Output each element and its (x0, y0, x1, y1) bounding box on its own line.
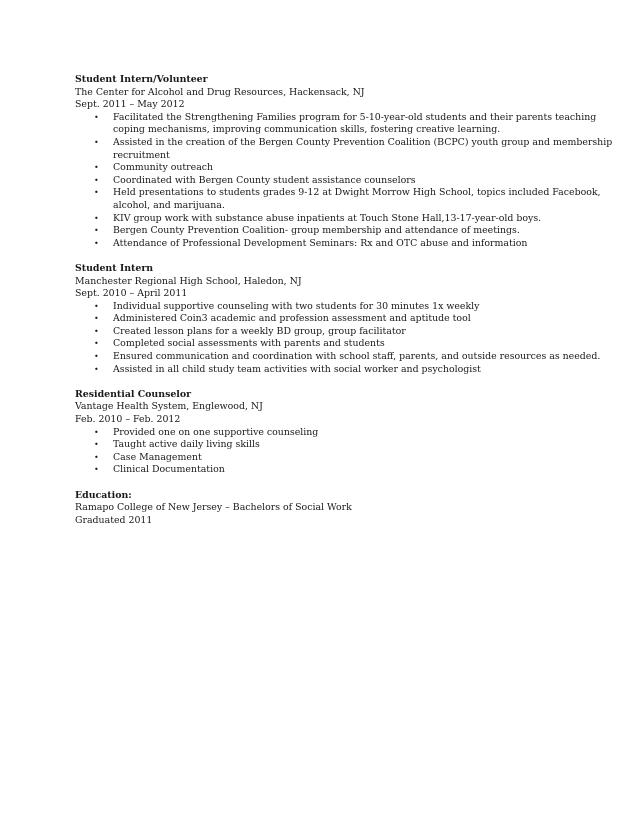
duty-text: Clinical Documentation (113, 464, 225, 476)
bullet-icon: • (94, 339, 99, 349)
list-item (75, 162, 623, 175)
list-item (75, 187, 623, 212)
experience-section (75, 74, 623, 250)
duty-text: Provided one on one supportive counseling (113, 426, 319, 438)
bullet-icon: • (94, 427, 99, 437)
duty-text: Ensured communication and coordination with school staff, parents, and outside resources as needed. (113, 351, 601, 363)
organization: Manchester Regional High School, Haledon, NJ (75, 275, 302, 287)
bullet-icon: • (94, 175, 99, 185)
bullet-icon: • (94, 188, 99, 198)
bullet-icon: • (94, 301, 99, 311)
bullet-icon: • (94, 452, 99, 462)
bullet-icon: • (94, 326, 99, 336)
job-title: Student Intern (75, 262, 154, 274)
job-title: Student Intern/Volunteer (75, 74, 208, 85)
bullet-icon: • (94, 112, 99, 122)
duty-text: Taught active daily living skills (113, 439, 260, 451)
school: Ramapo College of New Jersey – Bachelors of Social Work (75, 502, 352, 514)
organization: The Center for Alcohol and Drug Resources, Hackensack, NJ (75, 86, 365, 98)
bullet-icon: • (94, 352, 99, 362)
list-item (75, 225, 623, 238)
duty-text: Case Management (113, 451, 202, 463)
duty-text: Facilitated the Strengthening Families program for 5-10-year-old students and their parents teaching coping mechanisms, improving communication skills, fostering creative learning. (113, 111, 597, 136)
list-item (75, 351, 623, 364)
duty-text: Assisted in the creation of the Bergen County Prevention Coalition (BCPC) youth group and membership recruitment (113, 136, 613, 161)
list-item (75, 364, 623, 377)
duty-text: Attendance of Professional Development Seminars: Rx and OTC abuse and information (113, 237, 528, 249)
bullet-icon: • (94, 314, 99, 324)
duties-list (75, 427, 623, 477)
bullet-icon: • (94, 213, 99, 223)
list-item (75, 301, 623, 314)
bullet-icon: • (94, 238, 99, 248)
list-item (75, 452, 623, 465)
list-item (75, 326, 623, 339)
duties-list (75, 301, 623, 377)
duty-text: Individual supportive counseling with two students for 30 minutes 1x weekly (113, 300, 480, 312)
bullet-icon: • (94, 465, 99, 475)
duty-text: Held presentations to students grades 9-12 at Dwight Morrow High School, topics included Facebook, alcohol, and marijuana. (113, 187, 601, 211)
duty-text: Created lesson plans for a weekly BD group, group facilitator (113, 325, 406, 337)
date-range: Sept. 2011 – May 2012 (75, 99, 185, 111)
bullet-icon: • (94, 137, 99, 147)
duty-text: Bergen County Prevention Coalition- group membership and attendance of meetings. (113, 225, 520, 237)
job-title: Residential Counselor (75, 388, 192, 400)
experience-section (75, 389, 623, 477)
experience-section (75, 263, 623, 376)
education-heading: Education: (75, 489, 132, 501)
list-item (75, 238, 623, 251)
bullet-icon: • (94, 226, 99, 236)
bullet-icon: • (94, 440, 99, 450)
duty-text: Community outreach (113, 162, 214, 174)
resume-page (75, 74, 623, 540)
list-item (75, 464, 623, 477)
date-range: Sept. 2010 – April 2011 (75, 288, 188, 300)
duty-text: Completed social assessments with parents and students (113, 338, 385, 350)
list-item (75, 439, 623, 452)
organization: Vantage Health System, Englewood, NJ (75, 401, 263, 413)
list-item (75, 313, 623, 326)
education-section (75, 490, 623, 528)
list-item (75, 112, 623, 137)
list-item (75, 137, 623, 162)
duty-text: KIV group work with substance abuse inpatients at Touch Stone Hall,13-17-year-old boys. (113, 212, 542, 224)
duties-list (75, 112, 623, 251)
list-item (75, 338, 623, 351)
duty-text: Assisted in all child study team activities with social worker and psychologist (113, 363, 481, 375)
list-item (75, 175, 623, 188)
bullet-icon: • (94, 364, 99, 374)
duty-text: Coordinated with Bergen County student assistance counselors (113, 174, 416, 186)
date-range: Feb. 2010 – Feb. 2012 (75, 414, 181, 426)
list-item (75, 427, 623, 440)
list-item (75, 213, 623, 226)
graduation-date: Graduated 2011 (75, 514, 153, 526)
bullet-icon: • (94, 163, 99, 173)
duty-text: Administered Coin3 academic and profession assessment and aptitude tool (113, 313, 471, 325)
